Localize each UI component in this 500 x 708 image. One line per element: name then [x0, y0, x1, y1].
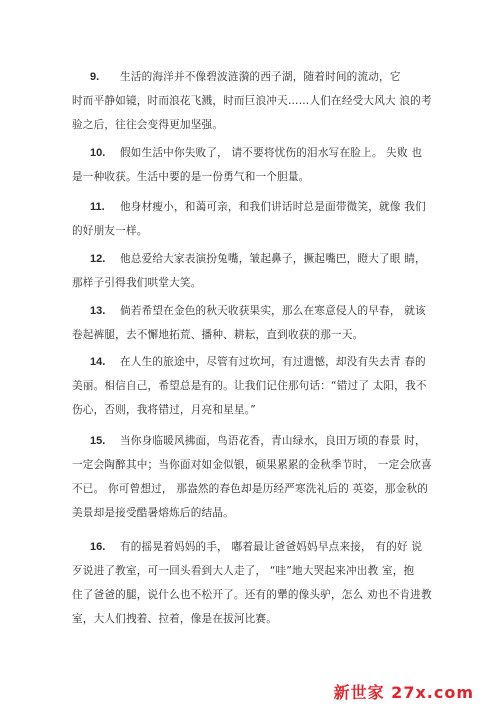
paragraph-line: 在人生的旅途中，尽管有过坎坷，有过遗憾，却没有失去青 春的: [120, 356, 426, 368]
paragraph-line: 是一种收获。生活中要的是一份勇气和一个胆量。: [72, 171, 310, 183]
paragraph-line: 伤心，否则，我将错过，月亮和星星。”: [72, 404, 256, 416]
paragraph-number: 16.: [90, 541, 106, 553]
paragraph-line: 卷起裤腿，去不懈地拓荒、播种、耕耘，直到收获的那一天。: [72, 329, 364, 341]
paragraph-number: 13.: [90, 305, 106, 317]
paragraph-line: 他总爱给大家表演扮兔嘴，皱起鼻子，撅起嘴巴，瞪大了眼 睛，: [120, 253, 426, 265]
paragraph-line: 室，大人们拽着、拉着，像是在拔河比赛。: [72, 613, 278, 625]
paragraph-line: 一定会陶醉其中；当你面对如金似银，硕果累累的金秋季节时， 一定会欣喜: [72, 459, 432, 471]
paragraph-number: 14.: [90, 356, 106, 368]
paragraph-line: 美丽。相信自己，希望总是有的。让我们记住那句话：“错过了 太阳，我不: [72, 380, 427, 392]
paragraph-number: 11.: [90, 201, 105, 213]
paragraph-line: 假如生活中你失败了， 请不要将忧伤的泪水写在脸上。 失败 也: [120, 147, 423, 159]
paragraph-line: 不已。 你可曾想过， 那盎然的春色却是历经严寒洗礼后的 英姿，那金秋的: [72, 483, 429, 495]
paragraph-line: 倘若希望在金色的秋天收获果实，那么在寒意侵人的早春， 就该: [120, 305, 426, 317]
paragraph-line: 歹说进了教室，可一回头看到大人走了， “哇”地大哭起来冲出教 室，抱: [72, 565, 415, 577]
paragraph-line: 美景却是接受酷暑熔炼后的结晶。: [72, 507, 234, 519]
paragraph-line: 时而平静如镜，时而浪花飞溅，时而巨浪冲天……人们在经受大风大 浪的考: [72, 95, 432, 107]
paragraph-number: 12.: [90, 253, 106, 265]
paragraph-line: 的好朋友一样。: [72, 225, 148, 237]
paragraph-number: 10.: [90, 147, 106, 159]
paragraph-line: 他身材瘦小，和蔼可亲，和我们讲话时总是面带微笑，就像 我们: [120, 201, 426, 213]
paragraph-line: 验之后，往往会变得更加坚强。: [72, 119, 224, 131]
paragraph-number: 9.: [90, 71, 100, 83]
paragraph-line: 有的摇晃着妈妈的手， 嘟着最让爸爸妈妈早点来接， 有的好 说: [120, 541, 423, 553]
paragraph-line: 当你身临暖风拂面，鸟语花香，青山绿水，良田万顷的春景 时，: [120, 435, 426, 447]
paragraph-line: 那样子引得我们哄堂大笑。: [72, 277, 202, 289]
paragraph-line: 住了爸爸的腿，说什么也不松开了。还有的犟的像头驴，怎么 劝也不肯进教: [72, 589, 432, 601]
paragraph-number: 15.: [90, 435, 106, 447]
site-watermark: 新世家 27x.com: [333, 683, 474, 702]
paragraph-line: 生活的海洋并不像碧波涟漪的西子湖，随着时间的流动，它: [120, 71, 401, 83]
